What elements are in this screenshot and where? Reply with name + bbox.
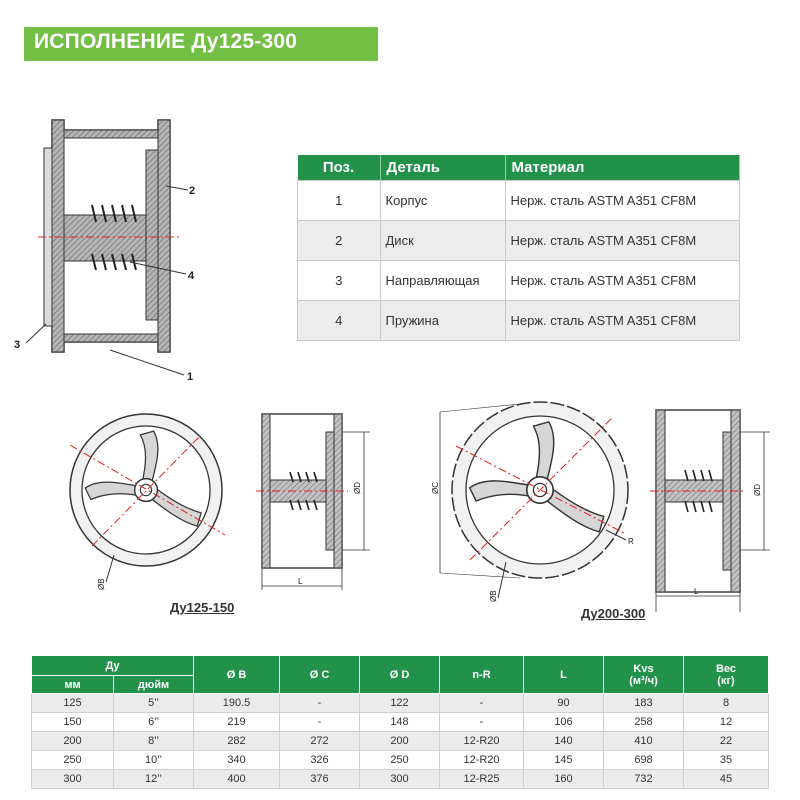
callout-2: 2	[189, 185, 196, 197]
cell-inch: 6’’	[114, 713, 194, 732]
dim-label-d-small: ØD	[353, 482, 362, 494]
cell-kvs: 698	[604, 751, 684, 770]
cell-d: 148	[360, 713, 440, 732]
cell-inch: 5’’	[114, 694, 194, 713]
side-view-small	[256, 414, 370, 590]
cell-c: -	[280, 694, 360, 713]
cell-kvs: 183	[604, 694, 684, 713]
dimensions-table	[31, 655, 769, 789]
header-weight-unit: (кг)	[717, 674, 735, 687]
cell-b: 340	[194, 751, 280, 770]
header-c: Ø C	[280, 656, 360, 694]
cell-mm: 250	[32, 751, 114, 770]
cell-mm: 300	[32, 770, 114, 789]
header-du: Ду	[32, 656, 194, 676]
cell-l: 160	[524, 770, 604, 789]
part-material: Нерж. сталь ASTM A351 CF8M	[505, 221, 740, 261]
title-bar	[24, 27, 378, 61]
cell-weight: 22	[684, 732, 769, 751]
part-pos: 3	[298, 261, 381, 301]
dims-header-row	[32, 656, 769, 676]
header-kvs-label: Kvs	[633, 662, 654, 675]
dim-label-d-large: ØD	[753, 484, 762, 496]
section-drawing	[0, 100, 230, 400]
callout-1: 1	[187, 371, 194, 383]
cell-b: 282	[194, 732, 280, 751]
caption-small: Ду125-150	[170, 600, 235, 615]
page-title: ИСПОЛНЕНИЕ Ду125-300	[34, 30, 298, 53]
cell-mm: 200	[32, 732, 114, 751]
cell-mm: 150	[32, 713, 114, 732]
cell-inch: 12’’	[114, 770, 194, 789]
callout-4: 4	[188, 270, 195, 282]
cell-kvs: 258	[604, 713, 684, 732]
part-pos: 1	[298, 181, 381, 221]
part-detail: Направляющая	[380, 261, 505, 301]
cell-kvs: 410	[604, 732, 684, 751]
table-row	[32, 751, 769, 770]
table-row	[32, 694, 769, 713]
parts-header-material: Материал	[505, 155, 740, 181]
table-row	[298, 181, 740, 221]
cell-nr: 12-R20	[440, 751, 524, 770]
cell-l: 145	[524, 751, 604, 770]
header-mm: мм	[32, 676, 114, 694]
table-row	[32, 770, 769, 789]
cell-inch: 8’’	[114, 732, 194, 751]
header-weight-label: Вес	[715, 662, 737, 675]
cell-d: 200	[360, 732, 440, 751]
header-kvs-unit: (м³/ч)	[629, 674, 658, 687]
cell-l: 90	[524, 694, 604, 713]
cell-d: 122	[360, 694, 440, 713]
parts-table	[297, 155, 740, 341]
side-view-large	[650, 410, 770, 612]
cell-mm: 125	[32, 694, 114, 713]
table-row	[32, 732, 769, 751]
cell-c: 326	[280, 751, 360, 770]
part-detail: Пружина	[380, 301, 505, 341]
part-material: Нерж. сталь ASTM A351 CF8M	[505, 261, 740, 301]
part-detail: Диск	[380, 221, 505, 261]
cell-nr: 12-R25	[440, 770, 524, 789]
front-view-small	[70, 414, 225, 590]
cell-weight: 35	[684, 751, 769, 770]
header-kvs	[604, 656, 684, 694]
parts-header-row	[298, 155, 740, 181]
cell-nr: 12-R20	[440, 732, 524, 751]
cell-b: 190.5	[194, 694, 280, 713]
part-pos: 2	[298, 221, 381, 261]
part-detail: Корпус	[380, 181, 505, 221]
cell-weight: 45	[684, 770, 769, 789]
dim-label-l-small: L	[298, 577, 303, 586]
cell-weight: 8	[684, 694, 769, 713]
cell-c: 376	[280, 770, 360, 789]
header-weight	[684, 656, 769, 694]
cell-nr: -	[440, 713, 524, 732]
caption-large: Ду200-300	[581, 606, 646, 621]
header-l: L	[524, 656, 604, 694]
cell-l: 106	[524, 713, 604, 732]
cell-c: -	[280, 713, 360, 732]
cell-inch: 10’’	[114, 751, 194, 770]
header-d: Ø D	[360, 656, 440, 694]
views-drawing	[0, 400, 800, 640]
parts-header-detail: Деталь	[380, 155, 505, 181]
header-b: Ø B	[194, 656, 280, 694]
part-pos: 4	[298, 301, 381, 341]
part-material: Нерж. сталь ASTM A351 CF8M	[505, 181, 740, 221]
cell-c: 272	[280, 732, 360, 751]
dim-label-l-large: L	[694, 587, 699, 596]
dim-label-c-large: ØC	[431, 482, 440, 494]
cell-weight: 12	[684, 713, 769, 732]
callout-3: 3	[14, 339, 21, 351]
table-row	[298, 301, 740, 341]
table-row	[298, 221, 740, 261]
cell-kvs: 732	[604, 770, 684, 789]
part-material: Нерж. сталь ASTM A351 CF8M	[505, 301, 740, 341]
table-row	[298, 261, 740, 301]
cell-b: 400	[194, 770, 280, 789]
parts-header-pos: Поз.	[298, 155, 381, 181]
cell-d: 300	[360, 770, 440, 789]
cell-nr: -	[440, 694, 524, 713]
header-inch: дюйм	[114, 676, 194, 694]
front-view-large	[431, 402, 634, 602]
header-nr: n-R	[440, 656, 524, 694]
cell-d: 250	[360, 751, 440, 770]
dim-label-r-large: R	[628, 537, 634, 546]
dim-label-b-large: ØB	[489, 590, 498, 602]
cell-b: 219	[194, 713, 280, 732]
cell-l: 140	[524, 732, 604, 751]
table-row	[32, 713, 769, 732]
dim-label-b-small: ØB	[97, 578, 106, 590]
